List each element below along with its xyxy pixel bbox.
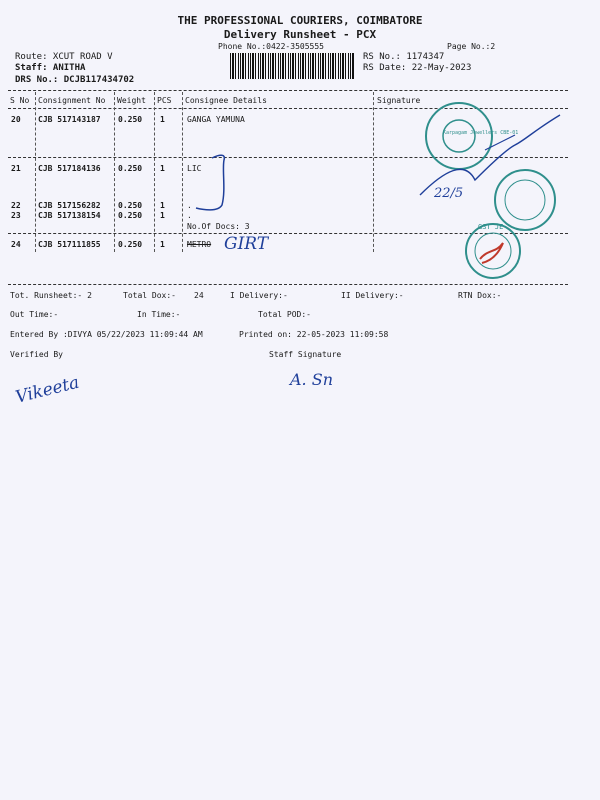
page-number: Page No.:2 [447,42,496,51]
table-row-consignment: CJB 517138154 [38,211,101,220]
rs-number: RS No.: 1174347 [363,52,445,62]
divider [8,90,568,91]
table-row-consignment: CJB 517143187 [38,115,101,124]
table-row-consignment: CJB 517184136 [38,164,101,173]
entered-by: Entered By :DIVYA 05/22/2023 11:09:44 AM [10,330,203,339]
handwritten-bracket [190,150,240,220]
tot-runsheet: Tot. Runsheet:- 2 [10,291,92,300]
table-row-sno: 21 [11,164,21,173]
no-of-docs: No.Of Docs: 3 [187,222,250,231]
col-consignee: Consignee Details [185,96,267,105]
table-row-weight: 0.250 [118,211,143,220]
out-time: Out Time:- [10,310,59,319]
table-row-consignee: METRO [187,240,212,249]
table-row-sno: 24 [11,240,21,249]
table-row-consignee: . [187,211,192,220]
table-row-consignee: GANGA YAMUNA [187,115,245,124]
i-delivery: I Delivery:- [230,291,288,300]
table-row-pcs: 1 [160,115,165,124]
column-separator [154,92,155,252]
table-row-consignee: LIC [187,164,202,173]
table-row-weight: 0.250 [118,201,143,210]
table-row-consignment: CJB 517156282 [38,201,101,210]
divider [8,284,568,285]
barcode [230,53,354,79]
table-row-weight: 0.250 [118,115,143,124]
rtn-dox: RTN Dox:- [458,291,502,300]
col-pcs: PCS [157,96,172,105]
table-row-weight: 0.250 [118,164,143,173]
gst-seal-text: GST JE [478,223,504,231]
table-row-consignee: . [187,201,192,210]
table-row-pcs: 1 [160,240,165,249]
col-consignment: Consignment No [38,96,106,105]
verifier-signature: Vikeeta [13,372,82,408]
seal-text: Karpagam Jewellers CBE-01 [443,130,519,136]
table-row-sno: 23 [11,211,21,220]
in-time: In Time:- [137,310,181,319]
table-row-pcs: 1 [160,164,165,173]
ii-delivery: II Delivery:- [341,291,404,300]
column-separator [35,92,36,252]
staff-signature: A. Sn [290,370,333,389]
phone-number: Phone No.:0422-3505555 [218,42,324,51]
column-separator [182,92,183,252]
verified-by: Verified By [10,350,63,359]
runsheet-title: Delivery Runsheet - PCX [223,28,377,41]
company-name: THE PROFESSIONAL COURIERS, COIMBATORE [177,14,423,27]
table-row-pcs: 1 [160,201,165,210]
handwritten-date: 22/5 [434,186,464,201]
handwritten-note: GIRT [224,234,269,254]
total-pod: Total POD:- [258,310,311,319]
column-separator [373,92,374,252]
table-row-consignment: CJB 517111855 [38,240,101,249]
col-sno: S No [10,96,30,105]
rs-date: RS Date: 22-May-2023 [363,63,472,73]
total-dox-label: Total Dox:- [123,291,176,300]
table-row-sno: 22 [11,201,21,210]
staff-label: Staff: ANITHA [15,63,86,73]
table-row-weight: 0.250 [118,240,143,249]
printed-on: Printed on: 22-05-2023 11:09:58 [239,330,389,339]
drs-number: DRS No.: DCJB117434702 [15,75,135,85]
total-dox-value: 24 [194,291,204,300]
table-row-pcs: 1 [160,211,165,220]
table-row-sno: 20 [11,115,21,124]
staff-signature-label: Staff Signature [269,350,342,359]
column-separator [114,92,115,252]
route-label: Route: XCUT ROAD V [15,52,113,62]
col-weight: Weight [117,96,146,105]
col-signature: Signature [377,96,421,105]
